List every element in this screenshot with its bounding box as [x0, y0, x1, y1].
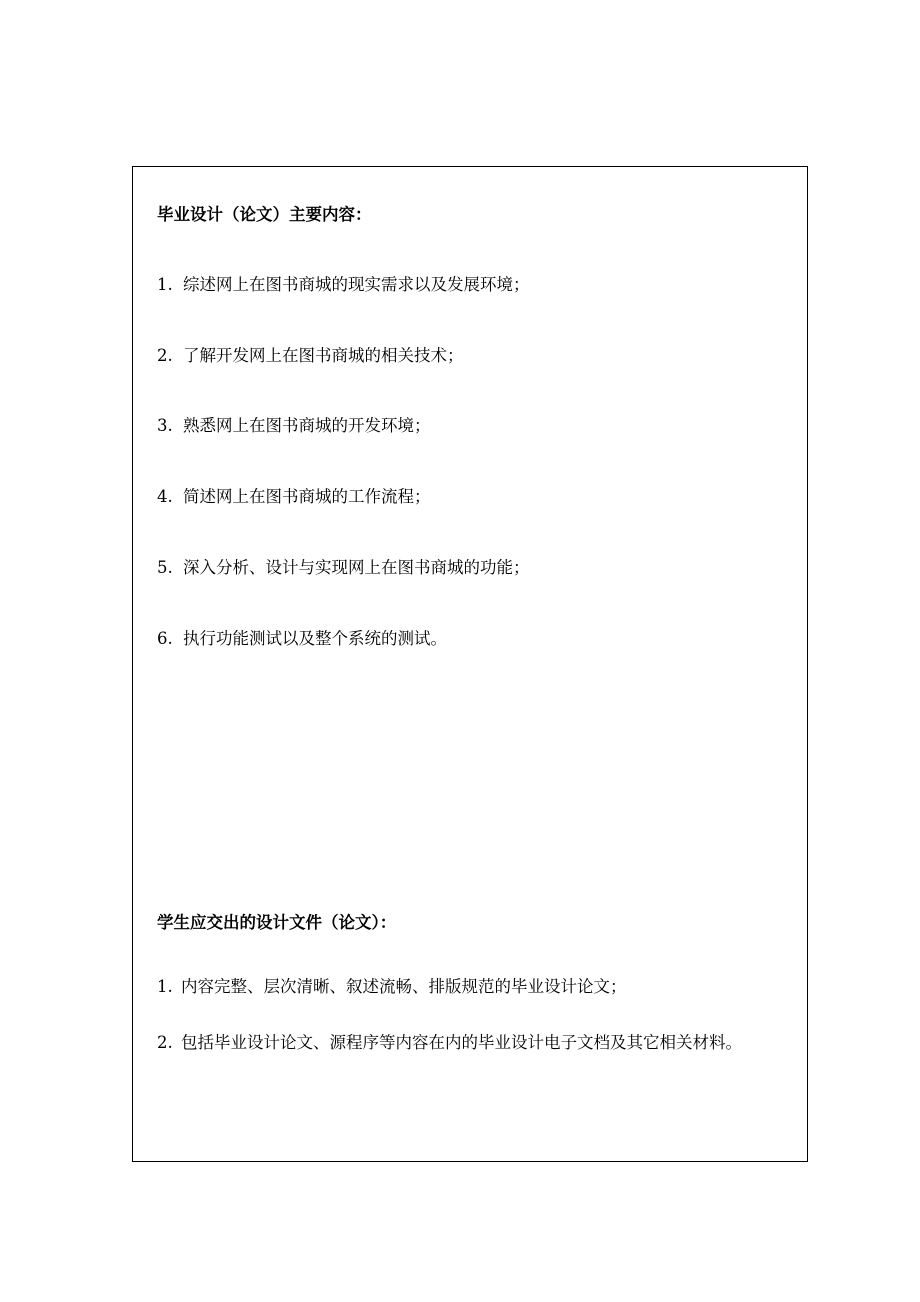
- deliverables-heading: 学生应交出的设计文件（论文）：: [157, 913, 397, 932]
- main-content-item-2: [157, 344, 464, 368]
- item-number: 1.: [157, 275, 173, 294]
- item-text: 简述网上在图书商城的工作流程；: [183, 487, 431, 506]
- main-content-item-4: [157, 485, 431, 509]
- item-number: 5.: [157, 558, 173, 577]
- item-number: 4.: [157, 487, 173, 506]
- main-content-item-1: [157, 273, 530, 297]
- item-text: 综述网上在图书商城的现实需求以及发展环境；: [183, 275, 530, 294]
- main-content-item-3: [157, 414, 431, 438]
- form-table-cell: [132, 166, 808, 1162]
- item-number: 2.: [157, 1033, 173, 1052]
- item-text: 了解开发网上在图书商城的相关技术；: [183, 346, 464, 365]
- item-number: 1.: [157, 977, 173, 996]
- item-text: 内容完整、层次清晰、叙述流畅、排版规范的毕业设计论文；: [181, 977, 627, 996]
- main-content-item-6: [157, 627, 447, 651]
- item-number: 2.: [157, 346, 173, 365]
- main-content-heading: 毕业设计（论文）主要内容：: [157, 205, 372, 224]
- item-text: 熟悉网上在图书商城的开发环境；: [183, 416, 431, 435]
- deliverables-item-1: [157, 975, 627, 999]
- item-number: 3.: [157, 416, 173, 435]
- item-text: 包括毕业设计论文、源程序等内容在内的毕业设计电子文档及其它相关材料。: [181, 1033, 742, 1052]
- main-content-item-5: [157, 556, 530, 580]
- deliverables-item-2: [157, 1031, 742, 1055]
- item-number: 6.: [157, 629, 173, 648]
- item-text: 深入分析、设计与实现网上在图书商城的功能；: [183, 558, 530, 577]
- item-text: 执行功能测试以及整个系统的测试。: [183, 629, 447, 648]
